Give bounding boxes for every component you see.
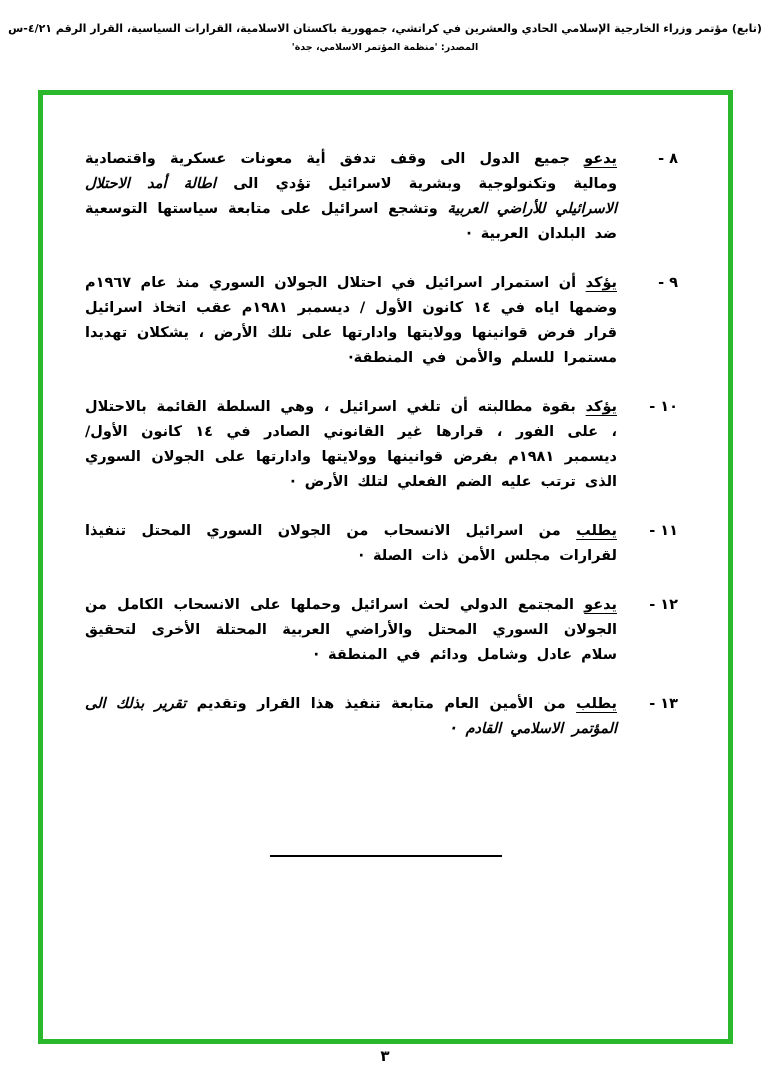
- item-text: [85, 692, 617, 742]
- item-lead-word: يطلب: [576, 696, 617, 712]
- item-text-segment: بقوة مطالبته أن تلغي اسرائيل ، وهي السلطة القائمة بالاحتلال ، على الفور ، قرارها غير القانوني الصادر في ١٤ كانون الأول/ ديسمبر ١٩٨١م بفرض قوانينها وولايتها وادارتها على الجولان السوري الذى ترتب عليه الضم الفعلي لتلك الأرض ·: [85, 399, 617, 490]
- citation-line: (تابع) مؤتمر وزراء الخارجية الإسلامي الحادي والعشرين في كراتشي، جمهورية باكستان الاسلامية، القرارات السياسية، القرار الرقم ٤/٢١-س: [8, 22, 762, 35]
- resolution-item-8: [85, 147, 678, 247]
- item-lead-word: يدعو: [584, 151, 617, 167]
- resolution-item-11: [85, 519, 678, 569]
- item-lead-word: يؤكد: [585, 275, 617, 291]
- item-text: [85, 519, 617, 569]
- resolution-item-9: [85, 271, 678, 371]
- source-line: المصدر: 'منظمة المؤتمر الاسلامي، جدة': [291, 42, 479, 53]
- item-number: ١٣ -: [649, 696, 678, 712]
- resolution-item-10: [85, 395, 678, 495]
- item-number: ١٠ -: [649, 399, 678, 415]
- item-lead-word: يدعو: [584, 597, 617, 613]
- citation-header: [0, 0, 770, 53]
- item-number: ١١ -: [649, 523, 678, 539]
- item-text-segment: المجتمع الدولي لحث اسرائيل وحملها على الانسحاب الكامل من الجولان السوري المحتل والأراضي العربية المحتلة الأخرى لتحقيق سلام عادل وشامل ودائم في المنطقة ·: [85, 597, 617, 663]
- resolution-item-13: [85, 692, 678, 742]
- item-emphasis-segment: تقرير بذلك الى المؤتمر الاسلامي القادم ·: [85, 696, 617, 737]
- item-lead-word: يؤكد: [585, 399, 617, 415]
- item-number: ١٢ -: [649, 597, 678, 613]
- item-number: ٨ -: [658, 151, 678, 167]
- item-text: [85, 271, 617, 371]
- page-number: ٣: [380, 1047, 390, 1065]
- document-frame: [38, 90, 733, 1044]
- item-text-segment: جميع الدول الى وقف تدفق أية معونات عسكرية واقتصادية ومالية وتكنولوجية وبشرية لاسرائيل تؤدي الى: [85, 151, 617, 192]
- item-text-segment: من اسرائيل الانسحاب من الجولان السوري المحتل تنفيذا لقرارات مجلس الأمن ذات الصلة ·: [85, 523, 617, 564]
- item-text: [85, 395, 617, 495]
- item-text-segment: أن استمرار اسرائيل في احتلال الجولان السوري منذ عام ١٩٦٧م وضمها اياه في ١٤ كانون الأول / ديسمبر ١٩٨١م عقب اتخاذ اسرائيل قرار فرض قوانينها وولايتها وادارتها على تلك الأرض ، يشكلان تهديدا مستمرا للسلم والأمن في المنطقة·: [85, 275, 617, 366]
- resolution-item-12: [85, 593, 678, 668]
- item-text: [85, 147, 617, 247]
- item-number: ٩ -: [658, 275, 678, 291]
- separator-line: [270, 855, 502, 857]
- item-text: [85, 593, 617, 668]
- item-emphasis-segment: اطالة أمد الاحتلال الاسرائيلي للأراضي العربية: [85, 176, 617, 217]
- item-text-segment: من الأمين العام متابعة تنفيذ هذا القرار وتقديم: [196, 696, 566, 712]
- item-text-segment: وتشجع اسرائيل على متابعة سياستها التوسعية ضد البلدان العربية ·: [85, 201, 617, 242]
- item-lead-word: يطلب: [576, 523, 617, 539]
